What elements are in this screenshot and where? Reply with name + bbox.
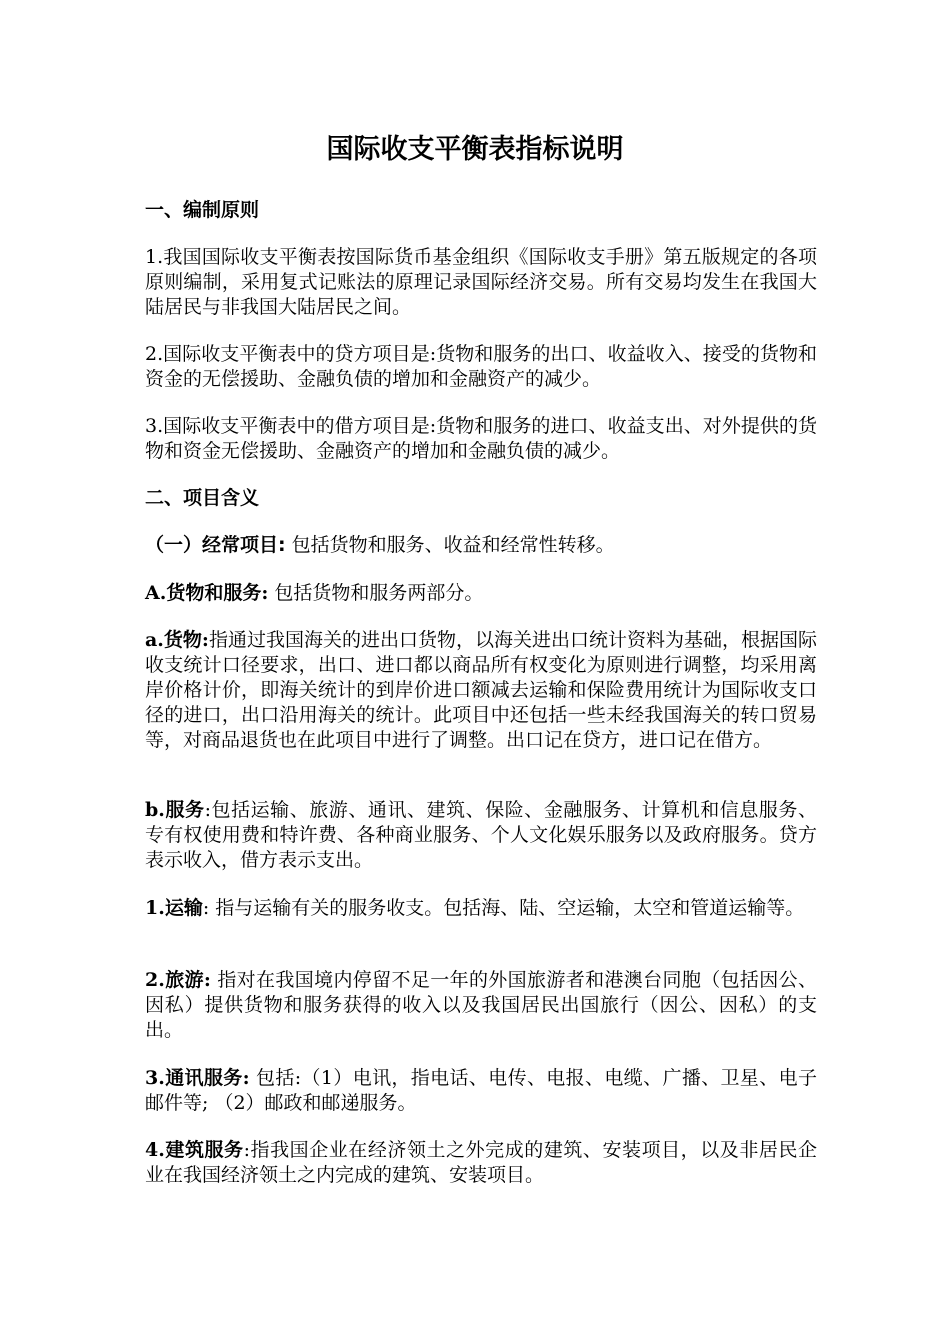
services-text: :包括运输、旅游、通讯、建筑、保险、金融服务、计算机和信息服务、专有权使用费和特许费、各种商业服务、个人文化娱乐服务以及政府服务。贷方表示收入，借方表示支出。 [145,799,818,871]
section-heading-principles: 一、编制原则 [145,199,260,221]
paragraph-goods [145,628,817,753]
paragraph-services [145,798,817,873]
paragraph-goods-services [145,581,817,606]
paragraph-transport [145,896,817,921]
services-lead: b.服务 [145,799,205,821]
construction-text: :指我国企业在经济领土之外完成的建筑、安装项目，以及非居民企业在我国经济领土之内完成的建筑、安装项目。 [145,1139,817,1186]
paragraph-current-account [145,533,817,558]
page-title: 国际收支平衡表指标说明 [326,134,624,165]
paragraph-principle-2: 2.国际收支平衡表中的贷方项目是:货物和服务的出口、收益收入、接受的货物和资金的无偿援助、金融负债的增加和金融资产的减少。 [145,343,817,390]
travel-text: 指对在我国境内停留不足一年的外国旅游者和港澳台同胞（包括因公、因私）提供货物和服务获得的收入以及我国居民出国旅行（因公、因私）的支出。 [145,969,817,1041]
paragraph-principle-3: 3.国际收支平衡表中的借方项目是:货物和服务的进口、收益支出、对外提供的货物和资金无偿援助、金融资产的增加和金融负债的减少。 [145,415,817,462]
current-account-lead: （一）经常项目: [145,534,286,556]
paragraph-communication [145,1066,817,1116]
paragraph-construction [145,1138,817,1188]
paragraph-travel [145,968,817,1043]
communication-lead: 3.通讯服务: [145,1067,250,1089]
transport-text: : 指与运输有关的服务收支。包括海、陆、空运输，太空和管道运输等。 [202,897,805,919]
travel-lead: 2.旅游: [145,969,211,991]
communication-text: 包括:（1）电讯，指电话、电传、电报、电缆、广播、卫星、电子邮件等; （2）邮政和邮递服务。 [145,1067,817,1114]
transport-lead: 1.运输 [145,897,203,919]
section-heading-item-meanings: 二、项目含义 [145,487,260,509]
current-account-text: 包括货物和服务、收益和经常性转移。 [285,534,615,556]
goods-services-lead: A.货物和服务: [145,582,269,604]
goods-lead: a.货物: [145,629,209,651]
paragraph-principle-1: 1.我国国际收支平衡表按国际货币基金组织《国际收支手册》第五版规定的各项原则编制，采用复式记账法的原理记录国际经济交易。所有交易均发生在我国大陆居民与非我国大陆居民之间。 [145,246,817,318]
construction-lead: 4.建筑服务 [145,1139,244,1161]
goods-services-text: 包括货物和服务两部分。 [268,582,484,604]
goods-text: 指通过我国海关的进出口货物，以海关进出口统计资料为基础，根据国际收支统计口径要求，出口、进口都以商品所有权变化为原则进行调整，均采用离岸价格计价，即海关统计的到岸价进口额减去运输和保险费用统计为国际收支口径的进口，出口沿用海关的统计。此项目中还包括一些未经我国海关的转口贸易等，对商品退货也在此项目中进行了调整。出口记在贷方，进口记在借方。 [145,629,817,751]
